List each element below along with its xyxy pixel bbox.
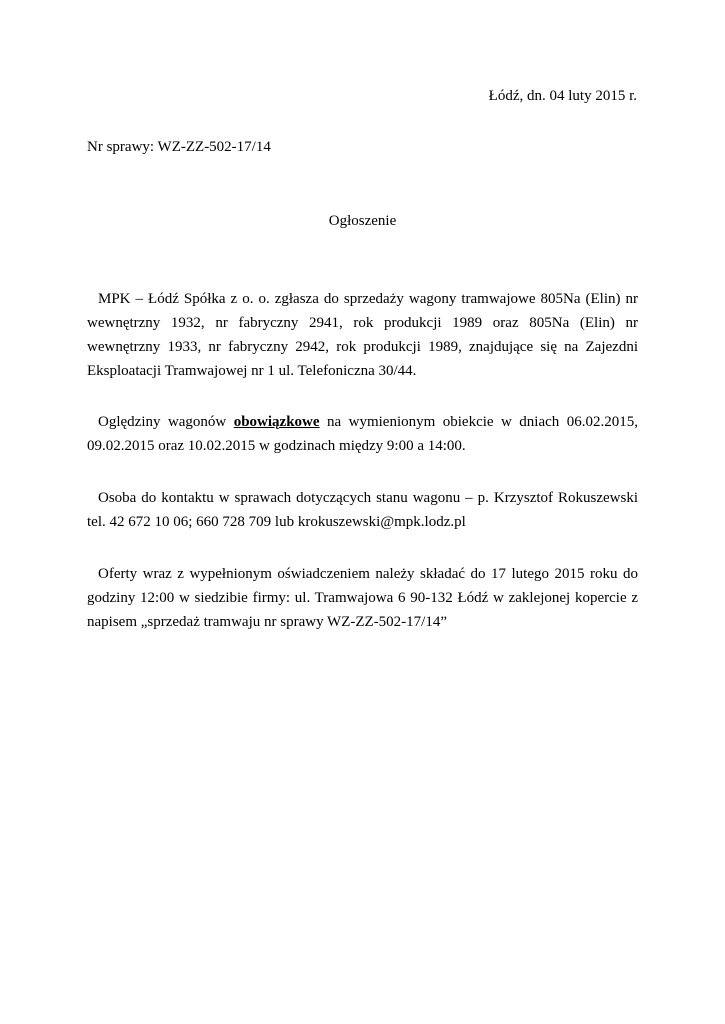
paragraph-sale-announcement: MPK – Łódź Spółka z o. o. zgłasza do sprzedaży wagony tramwajowe 805Na (Elin) nr wewnętrzny 1932, nr fabryczny 2941, rok produkcji 1989 oraz 805Na (Elin) nr wewnętrzny 1933, nr fabryczny 2942, rok produkcji 1989, znajdujące się na Zajezdni Eksploatacji Tramwajowej nr 1 ul. Telefoniczna 30/44. — [87, 291, 638, 379]
paragraph-contact: Osoba do kontaktu w sprawach dotyczących stanu wagonu – p. Krzysztof Rokuszewski tel. 42 672 10 06; 660 728 709 lub krokuszewski@mpk.lodz.pl — [87, 490, 638, 530]
inspection-text-start: Oględziny wagonów — [98, 414, 234, 430]
document-title: Ogłoszenie — [328, 213, 397, 229]
document-date: Łódź, dn. 04 luty 2015 r. — [488, 88, 637, 104]
paragraph-offers: Oferty wraz z wypełnionym oświadczeniem należy składać do 17 lutego 2015 roku do godziny 12:00 w siedzibie firmy: ul. Tramwajowa 6 90-132 Łódź w zaklejonej kopercie z napisem „sprzedaż tramwaju nr sprawy WZ-ZZ-502-17/14” — [87, 566, 638, 630]
inspection-text-end: na wymienionym obiekcie w dniach 06.02.2015, 09.02.2015 oraz 10.02.2015 w godzinach między 9:00 a 14:00. — [87, 414, 638, 454]
case-number: Nr sprawy: WZ-ZZ-502-17/14 — [87, 139, 271, 155]
mandatory-emphasis: obowiązkowe — [233, 414, 320, 430]
paragraph-inspection — [87, 410, 638, 458]
